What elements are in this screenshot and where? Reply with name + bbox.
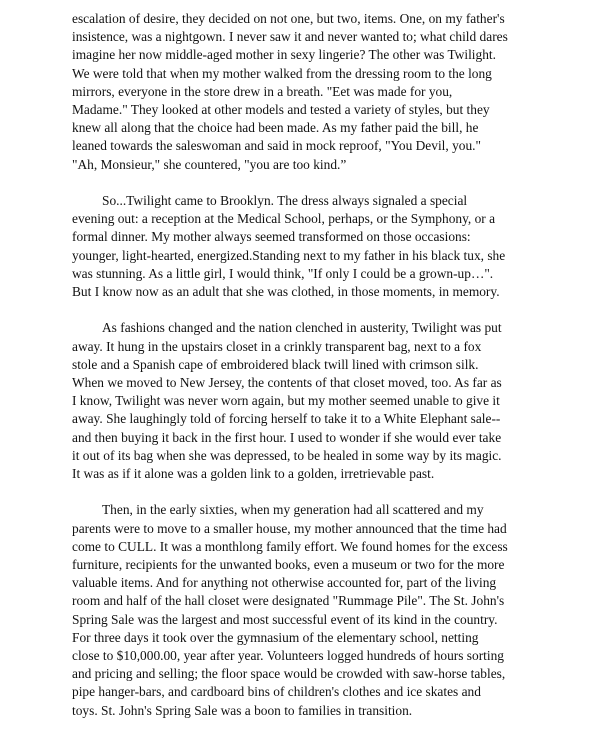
document-page [72, 10, 508, 738]
paragraph-4: Then, in the early sixties, when my generation had all scattered and my parents were to move to a smaller house, my mother announced that the time had come to CULL. It was a monthlong family effort. We found homes for the excess furniture, recipients for the unwanted books, even a museum or two for the more valuable items. And for anything not otherwise accounted for, part of the living room and half of the hall closet were designated "Rummage Pile". The St. John's Spring Sale was the largest and most successful event of its kind in the country. For three days it took over the gymnasium of the elementary school, netting close to $10,000.00, year after year. Volunteers logged hundreds of hours sorting and pricing and selling; the floor space would be crowded with saw-horse tables, pipe hanger-bars, and cardboard bins of children's clothes and ice skates and toys. St. John's Spring Sale was a boon to families in transition. [72, 502, 508, 718]
paragraph-1: escalation of desire, they decided on not one, but two, items. One, on my father's insistence, was a nightgown. I never saw it and never wanted to; what child dares imagine her now middle-aged mother in sexy lingerie? The other was Twilight. We were told that when my mother walked from the dressing room to the long mirrors, everyone in the store drew in a breath. "Eet was made for you, Madame." They looked at other models and tested a variety of styles, but they knew all along that the choice had been made. As my father paid the bill, he leaned towards the saleswoman and said in mock reproof, "You Devil, you." "Ah, Monsieur," she countered, "you are too kind.” [72, 11, 508, 172]
paragraph-3: As fashions changed and the nation clenched in austerity, Twilight was put away. It hung in the upstairs closet in a crinkly transparent bag, next to a fox stole and a Spanish cape of embroidered black twill lined with crimson silk. When we moved to New Jersey, the contents of that closet moved, too. As far as I know, Twilight was never worn again, but my mother seemed unable to give it away. She laughingly told of forcing herself to take it to a White Elephant sale--and then buying it back in the first hour. I used to wonder if she would ever take it out of its bag when she was depressed, to be healed in some way by its magic. It was as if it alone was a golden link to a golden, irretrievable past. [72, 320, 502, 482]
paragraph-2: So...Twilight came to Brooklyn. The dress always signaled a special evening out: a reception at the Medical School, perhaps, or the Symphony, or a formal dinner. My mother always seemed transformed on those occasions: younger, light-hearted, energized.Standing next to my father in his black tux, she was stunning. As a little girl, I would think, "If only I could be a grown-up…". But I know now as an adult that she was clothed, in those moments, in memory. [72, 193, 506, 300]
